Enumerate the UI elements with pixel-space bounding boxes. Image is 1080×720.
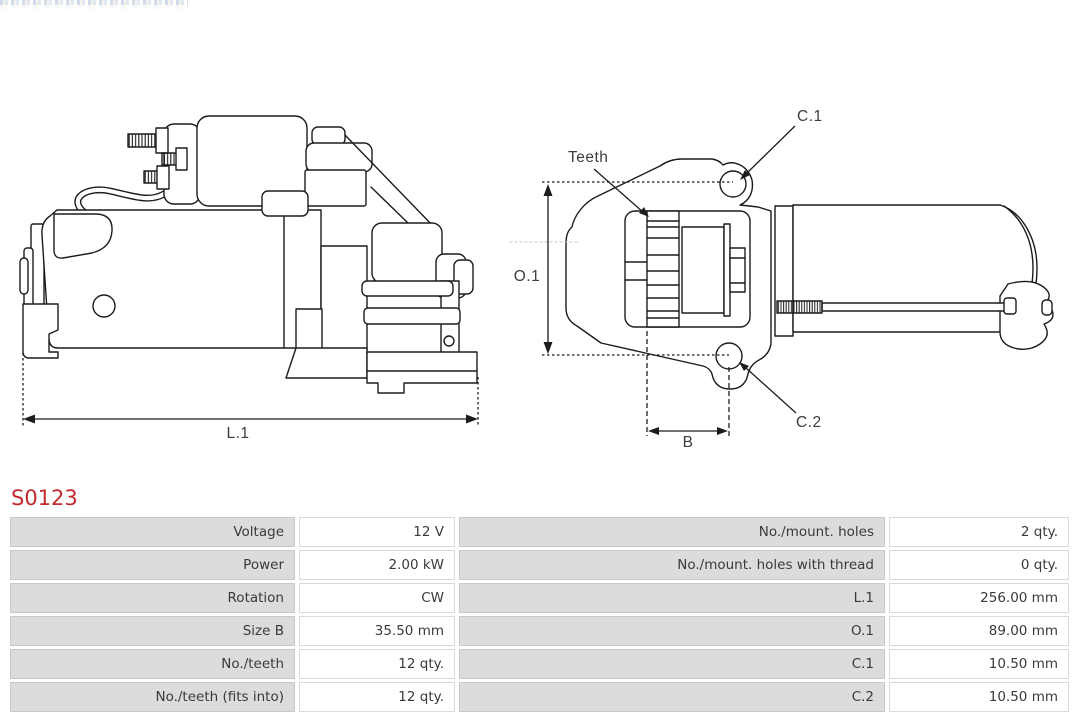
pinion-gear bbox=[647, 211, 679, 327]
spec-value-cell: 35.50 mm bbox=[299, 616, 455, 646]
label-l1: L.1 bbox=[226, 425, 250, 442]
spec-value-cell: 10.50 mm bbox=[889, 682, 1069, 712]
table-row bbox=[10, 616, 1069, 646]
table-row bbox=[10, 682, 1069, 712]
spec-label-cell: Power bbox=[10, 550, 295, 580]
spec-label-cell: O.1 bbox=[459, 616, 885, 646]
spec-value-cell: 12 V bbox=[299, 517, 455, 547]
label-c1: C.1 bbox=[797, 108, 823, 125]
table-row bbox=[10, 583, 1069, 613]
spec-value-cell: 256.00 mm bbox=[889, 583, 1069, 613]
label-o1: O.1 bbox=[513, 268, 541, 285]
part-number: S0123 bbox=[11, 486, 78, 510]
leader-c2 bbox=[739, 362, 796, 413]
spec-value-cell: 10.50 mm bbox=[889, 649, 1069, 679]
spec-value-cell: 2.00 kW bbox=[299, 550, 455, 580]
spec-label-cell: No./teeth (fits into) bbox=[10, 682, 295, 712]
label-plate bbox=[262, 191, 308, 216]
table-row bbox=[10, 550, 1069, 580]
spec-value-cell: 12 qty. bbox=[299, 682, 455, 712]
spec-value-cell: 2 qty. bbox=[889, 517, 1069, 547]
spec-value-cell: 89.00 mm bbox=[889, 616, 1069, 646]
table-row bbox=[10, 649, 1069, 679]
spec-value-cell: 12 qty. bbox=[299, 649, 455, 679]
side-view-diagram bbox=[20, 116, 477, 393]
label-b: B bbox=[682, 434, 694, 451]
spec-table bbox=[6, 514, 1073, 715]
spec-value-cell: 0 qty. bbox=[889, 550, 1069, 580]
front-view-diagram bbox=[510, 159, 1053, 389]
spec-label-cell: No./mount. holes with thread bbox=[459, 550, 885, 580]
spec-label-cell: C.2 bbox=[459, 682, 885, 712]
spec-label-cell: Voltage bbox=[10, 517, 295, 547]
spec-label-cell: No./teeth bbox=[10, 649, 295, 679]
spec-label-cell: L.1 bbox=[459, 583, 885, 613]
label-c2: C.2 bbox=[796, 414, 822, 431]
mount-hole-c1 bbox=[720, 171, 746, 197]
leader-c1 bbox=[740, 126, 795, 180]
body-hole bbox=[93, 295, 115, 317]
spec-value-cell: CW bbox=[299, 583, 455, 613]
mount-hole-c2 bbox=[716, 343, 742, 369]
table-row bbox=[10, 517, 1069, 547]
spec-label-cell: Rotation bbox=[10, 583, 295, 613]
spec-label-cell: C.1 bbox=[459, 649, 885, 679]
label-teeth: Teeth bbox=[568, 149, 609, 166]
spec-label-cell: No./mount. holes bbox=[459, 517, 885, 547]
spec-label-cell: Size B bbox=[10, 616, 295, 646]
